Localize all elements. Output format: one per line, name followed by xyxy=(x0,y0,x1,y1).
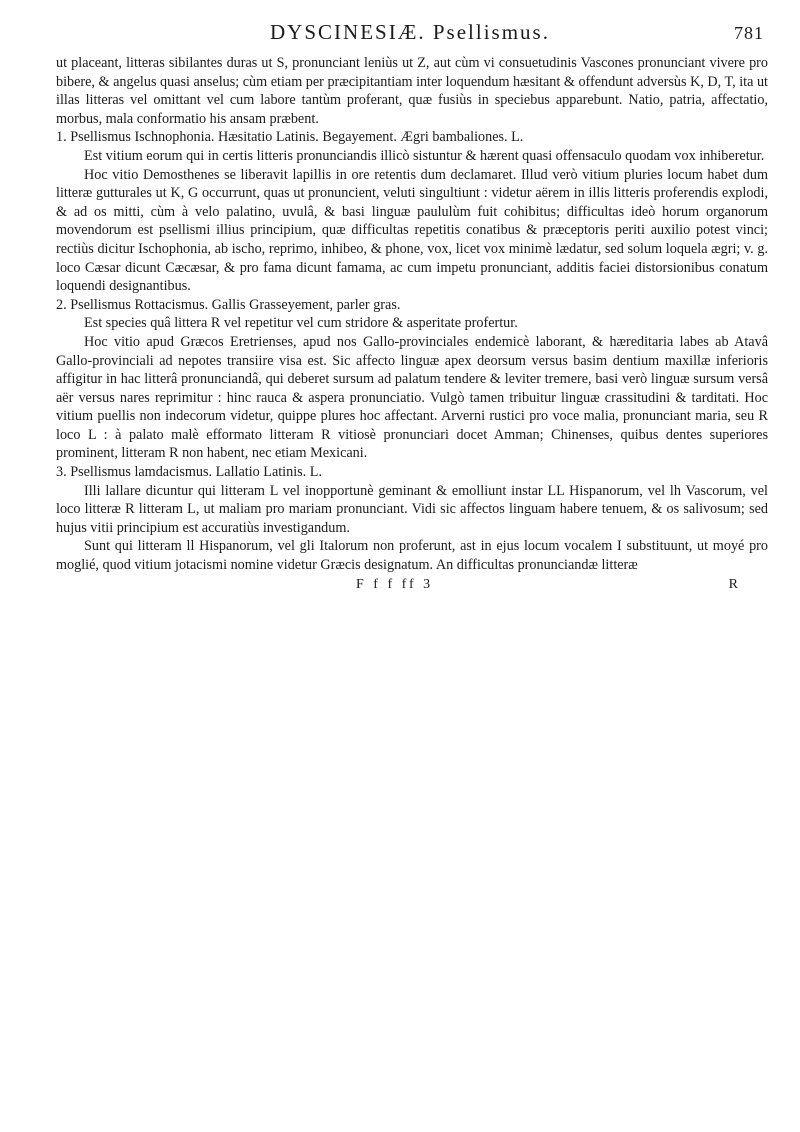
catchword: R xyxy=(728,576,738,592)
page-number: 781 xyxy=(734,23,764,43)
paragraph-demosthenes: Hoc vitio Demosthenes se liberavit lapillis in ore retentis dum declamaret. Illud verò vitium pluries locum habet dum litteræ gutturales ut K, G occurrunt, quas ut pronuncient, veluti singultiunt : videtur aërem in illis litteris proferendis explodi, & ad os mitti, cùm à velo palatino, uvulâ, & basi linguæ paululùm fuit cohibitus; difficultas ideò horum organorum movendorum est psellismi illius principium, quæ difficultas repetitis conatibus & præceptoris periti auxilio potest vinci; rectiùs dicitur Ischophonia, ab ischo, reprimo, inhibeo, & phone, vox, licet vox minimè lædatur, sed solum loquela ægri; v. g. loco Cæsar dicunt Cæcæsar, & pro fama dicunt famama, ac cum impetu pronunciant, additis faciei distorsionibus conatum loquendi designantibus. xyxy=(56,166,768,295)
paragraph-jotacismus: Sunt qui litteram ll Hispanorum, vel gli Italorum non proferunt, ast in ejus locum vocalem I substituunt, ut moyé pro moglié, quod vitium jotacismi nomine videtur Græcis designatum. An difficultas pronunciandæ litteræ xyxy=(56,538,768,574)
paragraph-definition-2: Est species quâ littera R vel repetitur vel cum stridore & asperitate profertur. xyxy=(84,315,518,332)
running-title: DYSCINESIÆ. Psellismus. xyxy=(270,20,550,44)
paragraph-lallare: Illi lallare dicuntur qui litteram L vel inopportunè geminant & emolliunt instar LL Hispanorum, vel lh Vascorum, vel loco litteræ R litteram L, ut maliam pro mariam pronunciant. Vidi sic affectos linguam habere tenuem, & os salivosum; sed hujus vitii principium est accuratiùs investigandum. xyxy=(56,482,768,536)
paragraph-definition-1: Est vitium eorum qui in certis litteris pronunciandis illicò sistuntur & hærent quasi offensaculo quodam vox inhiberetur. xyxy=(84,147,765,164)
species-heading-lamdacismus: 3. Psellismus lamdacismus. Lallatio Latinis. L. xyxy=(56,464,322,481)
body-text xyxy=(56,54,768,575)
species-heading-rottacismus: 2. Psellismus Rottacismus. Gallis Grasseyement, parler gras. xyxy=(56,296,401,313)
paragraph-intro: ut placeant, litteras sibilantes duras ut S, pronunciant leniùs ut Z, aut cùm vi consuetudinis Vascones pronunciant vivere pro bibere, & angelus quasi anselus; cùm etiam per præcipitantiam inter loquendum hæsitant & offendunt adversùs K, D, T, ita ut illas litteras vel omittant vel cum labore tantùm proferant, quæ fusiùs in speciebus apparebunt. Natio, patria, affectatio, morbus, mala conformatio his ansam præbent. xyxy=(56,55,768,127)
page-footer xyxy=(56,577,768,593)
book-page xyxy=(56,20,768,1112)
running-head xyxy=(56,20,768,54)
signature-mark: F f f ff 3 xyxy=(356,576,434,592)
species-heading-ischnophonia: 1. Psellismus Ischnophonia. Hæsitatio Latinis. Begayement. Ægri bambaliones. L. xyxy=(56,129,524,146)
paragraph-eretrienses: Hoc vitio apud Græcos Eretrienses, apud nos Gallo-provinciales endemicè laborant, & hæreditaria labes ab Atavâ Gallo-provinciali ad nepotes transiire visa est. Sic affecto linguæ apex deorsum versus basim dentium maxillæ inferioris affigitur in hac litterâ pronunciandâ, qui deberet sursum ad palatum tendere & leviter tremere, basi verò linguæ sursum versâ aër versus nares reprimitur : hinc rauca & aspera pronunciatio. Vulgò tamen tribuitur linguæ crassitudini & tarditati. Hoc vitium puellis non indecorum videtur, quippe plures hoc affectant. Arverni rustici pro voce malia, pronunciant maria, seu R loco L : à palato malè efformato litteram R vitiosè pronunciari docet Amman; Chinenses, quibus dentes superiores prominent, litteram R non habent, nec etiam Mexicani. xyxy=(56,333,768,462)
